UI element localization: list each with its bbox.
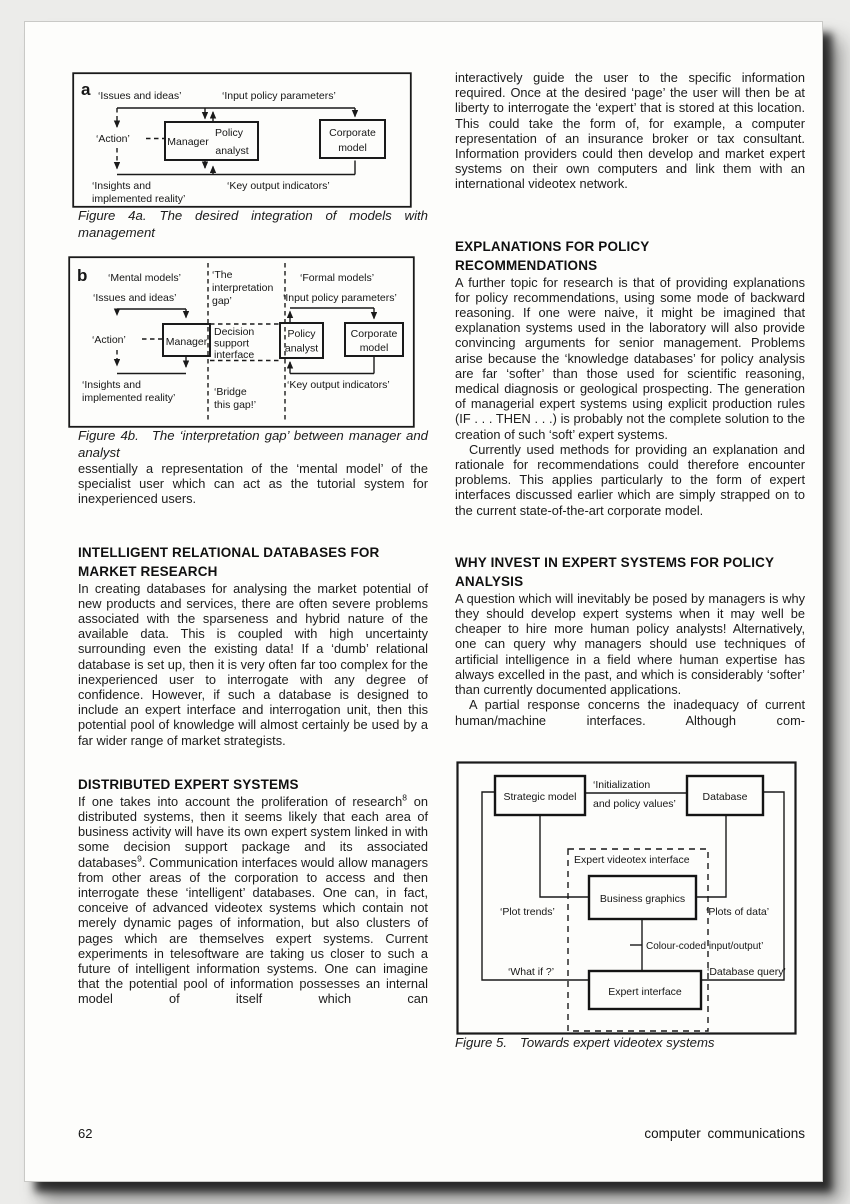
heading-why-invest: WHY INVEST IN EXPERT SYSTEMS FOR POLICY ANALYSIS [455,554,774,589]
initialization-label-2: and policy values’ [593,797,676,810]
interpretation-gap-label-2: interpretation [212,282,274,294]
figure-4a-caption-text: The desired integration of models with management [78,208,428,240]
formal-models-label: ‘Formal models’ [300,272,375,284]
corporate-model-label-2: model [338,142,367,154]
paragraph-partial-response: A partial response concerns the inadequacy of current human/machine interfaces. Although com- [455,697,805,728]
figure-4b-diagram [68,256,415,428]
right-column [455,70,805,1051]
figure-5-caption-label: Figure 5. [455,1034,508,1050]
insights-label-1: ‘Insights and [92,180,151,192]
paragraph-backward-reasoning: A further topic for research is that of providing explanations for policy recommendations, using some mode of backward reasoning. If one were naive, it might be imagined that explanation systems used in the laboratory will also provide convincing arguments for senior management. Problems arise because the ‘knowledge databases’ for policy analysis are far ‘softer’ than those used for scientific reasoning, medical diagnosis or geological prospecting. The generation of managerial expert systems using explicit production rules (IF . . . THEN . . .) is probably not the complete solution to the creation of such ‘soft’ expert systems. [455,274,805,442]
paragraph-question-managers: A question which will inevitably be posed by managers is why they should develop expert systems when it may well be cheaper to hire more human policy analysts! Alternatively, one can query why managers should use techniques of artificial intelligence in a field where human expertise has always excelled in the past, and which is considerably ‘softer’ than currently documented applications. [455,590,805,698]
expert-interface-label: Expert interface [608,985,682,998]
figure-5-caption-text: Towards expert videotex systems [520,1034,715,1050]
figure-4b-caption [78,428,428,461]
figure-5 [456,761,805,1035]
policy-analyst-label-2: analyst [284,342,319,355]
key-output-label: ‘Key output indicators’ [287,379,390,391]
page-footer [78,1126,805,1141]
interpretation-gap-label-3: gap’ [212,295,232,307]
figure-4a [72,72,428,208]
mental-models-label: ‘Mental models’ [108,272,181,284]
input-policy-label: ‘Input policy parameters’ [222,90,336,102]
action-label: ‘Action’ [92,334,126,346]
journal-name: computer communications [644,1126,805,1141]
interpretation-gap-label-1: ‘The [212,269,233,281]
policy-analyst-label-1: Policy [214,127,244,139]
figure-4b-panel-label: b [77,266,88,285]
reference-8: 8 [402,792,407,803]
distributed-text-3: . Communication interfaces would allow managers from other areas of the corporation to access and then interrogate these ‘intelligent’ databases. One can, in fact, conceive of advanced videotex systems which contain not merely dynamic pages of information, but also clusters of pages which are themselves expert systems. Current experiments in telesoftware are taking us closer to such a future of intelligent information systems. One can imagine that the potential pool of information possesses an internal model of itself which can [78,854,428,1007]
decision-support-label-2: support [214,337,250,350]
corporate-model-label-2: model [359,342,389,354]
policy-analyst-label-1: Policy [287,328,316,340]
figure-4a-panel-label: a [81,80,91,99]
plot-trends-label: ‘Plot trends’ [500,905,555,918]
insights-label-2: implemented reality’ [82,392,176,404]
paragraph-distributed-systems [78,794,428,1007]
initialization-label-1: ‘Initialization [593,778,651,791]
figure-4b-caption-label: Figure 4b. [78,428,139,443]
paragraph-currently-used-methods: Currently used methods for providing an explanation and rationale for recommendations could therefore encounter problems. This applies particularly to the form of expert interfaces discussed earlier which are simply strapped on to the current state-of-the-art corporate model. [455,441,805,518]
distributed-text-2: on distributed systems, then it seems likely that each area of business activity will have its own expert system linked in with some decision support package and its associated databases [78,793,428,870]
issues-ideas-label: ‘Issues and ideas’ [98,90,182,102]
manager-label: Manager [167,136,209,148]
figure-4a-caption-label: Figure 4a. [78,208,147,223]
bridge-gap-label-2: this gap!’ [214,399,257,411]
paragraph-market-research: In creating databases for analysing the market potential of new products and services, there are often severe problems associated with the sparseness and hybrid nature of the available data. This is coupled with high uncertainty surrounding even the existing data! If a ‘dumb’ relational database is set up, then it is very often far too complex for the inexperienced user to interrogate with any degree of confidence. However, if such a database is designed to include an expert interface and interrogation unit, then this potential pool of knowledge will almost certainly be used by a far wider range of market strategists. [78,580,428,748]
paragraph-videotex-network: interactively guide the user to the specific information required. Once at the desired ‘page’ the user will then be at liberty to interrogate the ‘expert’ that is stored at this location. This could take the form of, for example, a computer representation of an insurance broker or tax consultant. Information providers could then develop and market expert systems on their own computers and link them with an international videotex network. [455,70,805,192]
heading-distributed-expert-systems: DISTRIBUTED EXPERT SYSTEMS [78,776,299,792]
insights-label-1: ‘Insights and [82,379,141,391]
page-number: 62 [78,1126,93,1141]
input-policy-label: ‘Input policy parameters’ [283,292,397,304]
what-if-label: ‘What if ?’ [508,965,555,978]
figure-4a-diagram [72,72,412,208]
database-label: Database [702,790,748,803]
figure-5-diagram [456,761,797,1035]
decision-support-label-3: interface [214,349,255,361]
decision-support-label-1: Decision [214,326,255,338]
figure-5-caption [455,1035,805,1052]
heading-explanations-policy: EXPLANATIONS FOR POLICY RECOMMENDATIONS [455,238,650,273]
left-column [78,70,428,1007]
paragraph-tutorial-system: essentially a representation of the ‘mental model’ of the specialist user which can act as the tutorial system for inexperienced users. [78,461,428,507]
journal-page [25,22,822,1181]
insights-label-2: implemented reality’ [92,193,186,205]
policy-analyst-label-2: analyst [215,145,249,157]
heading-intelligent-relational-databases: INTELLIGENT RELATIONAL DATABASES FOR MARKET RESEARCH [78,544,380,579]
manager-label: Manager [165,336,208,348]
corporate-model-label-1: Corporate [350,328,398,340]
strategic-model-label: Strategic model [503,790,577,803]
reference-9: 9 [137,853,142,864]
distributed-text-1: If one takes into account the proliferation of research [78,793,403,809]
figure-4b-caption-text: The ‘interpretation gap’ between manager and analyst [78,428,428,460]
colour-coded-label: Colour-coded input/output’ [646,940,764,952]
business-graphics-label: Business graphics [599,892,686,905]
issues-ideas-label: ‘Issues and ideas’ [93,292,177,304]
bridge-gap-label-1: ‘Bridge [214,386,247,398]
key-output-label: ‘Key output indicators’ [227,180,330,192]
corporate-model-label-1: Corporate [329,127,376,139]
figure-4b [68,256,428,428]
figure-4a-caption [78,208,428,241]
plots-of-data-label: ‘Plots of data’ [706,905,770,918]
expert-videotex-interface-label: Expert videotex interface [574,853,690,866]
database-query-label: ‘Database query’ [707,965,786,978]
action-label: ‘Action’ [96,133,130,145]
